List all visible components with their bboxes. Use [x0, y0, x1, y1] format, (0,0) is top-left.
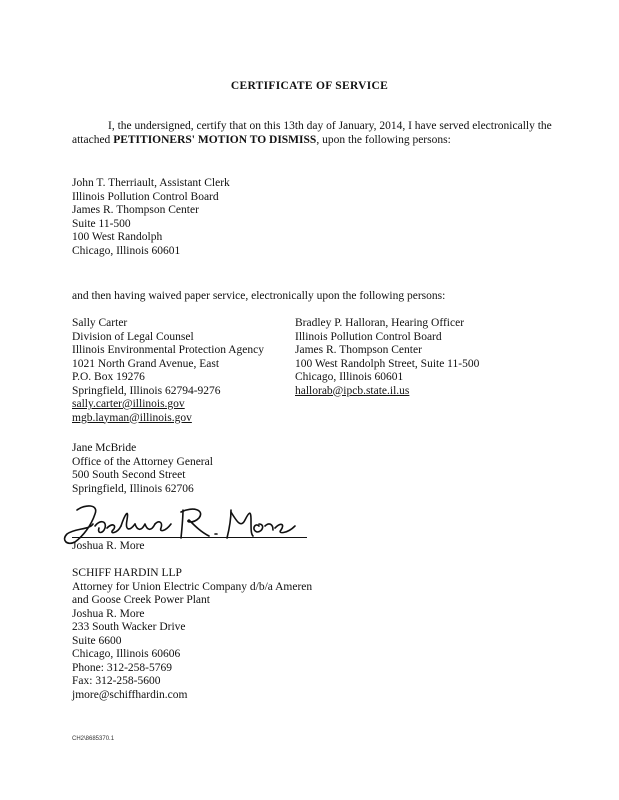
address-line: Chicago, Illinois 60601 — [295, 371, 404, 383]
document-title: CERTIFICATE OF SERVICE — [230, 80, 389, 92]
third-recipient-address — [72, 442, 213, 496]
address-line: 1021 North Grand Avenue, East — [72, 357, 220, 370]
signer-line: Chicago, Illinois 60606 — [72, 648, 181, 660]
address-line: Chicago, Illinois 60601 — [72, 244, 181, 257]
certification-paragraph — [72, 120, 552, 147]
signer-line: and Goose Creek Power Plant — [72, 594, 210, 606]
address-line: Illinois Pollution Control Board — [295, 330, 442, 343]
address-line: Suite 11-500 — [72, 217, 131, 230]
address-line: Office of the Attorney General — [72, 455, 213, 468]
signer-email: jmore@schiffhardin.com — [72, 688, 188, 701]
signer-line: 233 South Wacker Drive — [72, 621, 186, 633]
address-line: Springfield, Illinois 62794-9276 — [72, 384, 221, 397]
email-link[interactable]: mgb.layman@illinois.gov — [72, 411, 192, 424]
address-line: Sally Carter — [72, 317, 128, 329]
signature-line — [72, 537, 307, 538]
address-line: John T. Therriault, Assistant Clerk — [72, 177, 230, 189]
address-line: Springfield, Illinois 62706 — [72, 482, 194, 495]
address-line: James R. Thompson Center — [295, 344, 422, 356]
address-line: Illinois Environmental Protection Agency — [72, 344, 264, 356]
signer-line: Phone: 312-258-5769 — [72, 661, 172, 674]
address-line: 100 West Randolph Street, Suite 11-500 — [295, 357, 480, 370]
intro-text-start: I, the undersigned, certify that on this 13th day of January, 2014, I have served electronically the attached — [72, 120, 552, 146]
address-line: Division of Legal Counsel — [72, 330, 194, 343]
address-line: James R. Thompson Center — [72, 204, 199, 216]
footer-document-code: CH2\8685370.1 — [72, 736, 115, 742]
address-line: P.O. Box 19276 — [72, 371, 145, 383]
signer-block — [72, 567, 312, 702]
email-link[interactable]: hallorab@ipcb.state.il.us — [295, 384, 410, 397]
signer-line: Suite 6600 — [72, 634, 122, 647]
primary-recipient-address — [72, 177, 230, 258]
signer-line: Joshua R. More — [72, 607, 145, 620]
left-recipient-address — [72, 317, 264, 425]
intro-text-end: , upon the following persons: — [316, 133, 451, 146]
waived-service-text: and then having waived paper service, electronically upon the following persons: — [72, 290, 446, 302]
address-line: Illinois Pollution Control Board — [72, 190, 219, 203]
address-line: 100 West Randolph — [72, 231, 163, 243]
right-recipient-address — [295, 317, 479, 398]
signer-line: SCHIFF HARDIN LLP — [72, 567, 182, 579]
address-line: Bradley P. Halloran, Hearing Officer — [295, 317, 465, 329]
signer-line: Fax: 312-258-5600 — [72, 675, 161, 687]
address-line: 500 South Second Street — [72, 469, 186, 481]
email-link[interactable]: sally.carter@illinois.gov — [72, 398, 185, 410]
signer-printed-name: Joshua R. More — [72, 540, 145, 552]
address-line: Jane McBride — [72, 442, 137, 454]
signer-line: Attorney for Union Electric Company d/b/a Ameren — [72, 580, 313, 593]
motion-title: PETITIONERS' MOTION TO DISMISS — [113, 133, 317, 146]
